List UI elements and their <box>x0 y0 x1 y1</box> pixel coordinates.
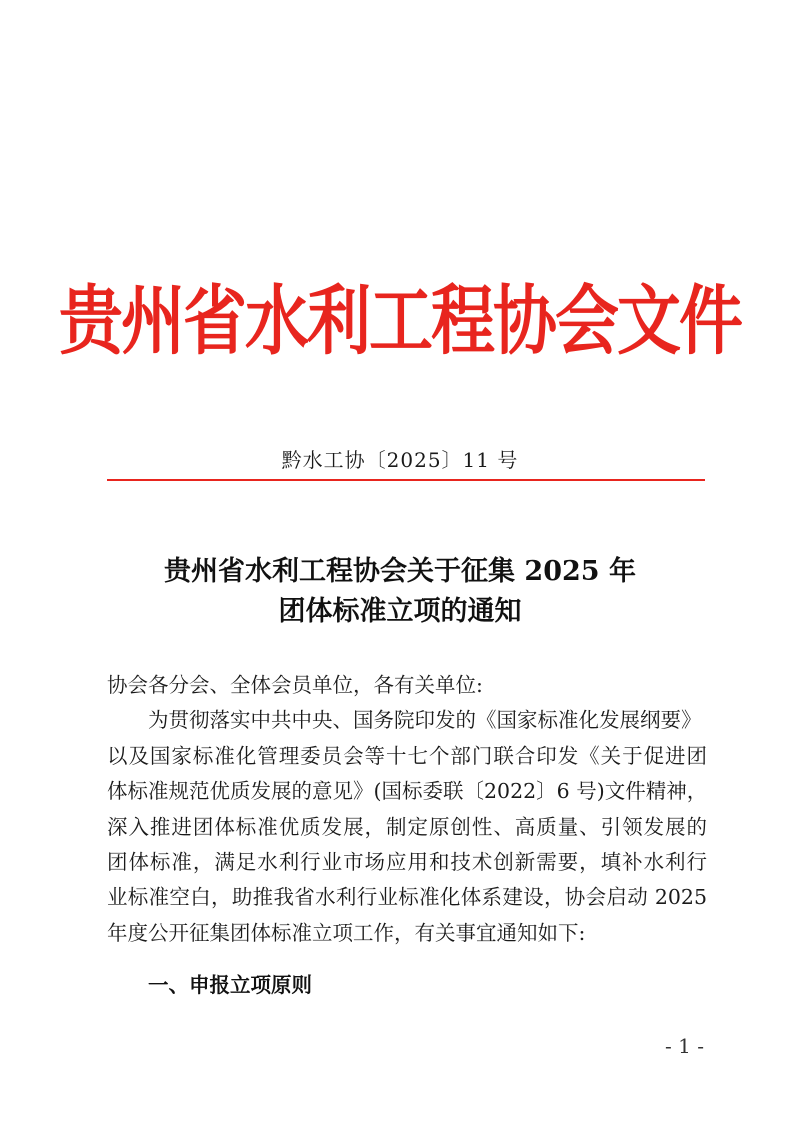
page-number: - 1 - <box>665 1034 704 1058</box>
section-heading: 一、申报立项原则 <box>148 973 312 997</box>
red-divider-rule <box>107 479 705 481</box>
paragraph-line: 业标准空白，助推我省水利行业标准化体系建设，协会启动 2025 <box>107 885 707 910</box>
title-line-2: 团体标准立项的通知 <box>278 596 522 627</box>
paragraph-line: 以及国家标准化管理委员会等十七个部门联合印发《关于促进团 <box>107 743 707 768</box>
document-body <box>107 668 707 951</box>
paragraph-line: 团体标准，满足水利行业市场应用和技术创新需要，填补水利行 <box>107 849 707 874</box>
document-number: 黔水工协〔2025〕11 号 <box>281 448 519 472</box>
paragraph-line: 体标准规范优质发展的意见》(国标委联〔2022〕6 号)文件精神， <box>107 779 708 804</box>
document-title <box>0 552 800 632</box>
paragraph-line: 深入推进团体标准优质发展，制定原创性、高质量、引领发展的 <box>107 814 707 839</box>
paragraph-line: 年度公开征集团体标准立项工作，有关事宜通知如下: <box>107 920 586 945</box>
title-line-1: 贵州省水利工程协会关于征集 2025 年 <box>164 556 636 587</box>
document-masthead: 贵州省水利工程协会文件 <box>59 278 741 366</box>
paragraph-line: 为贯彻落实中共中央、国务院印发的《国家标准化发展纲要》 <box>148 708 702 733</box>
salutation: 协会各分会、全体会员单位，各有关单位: <box>107 673 483 697</box>
